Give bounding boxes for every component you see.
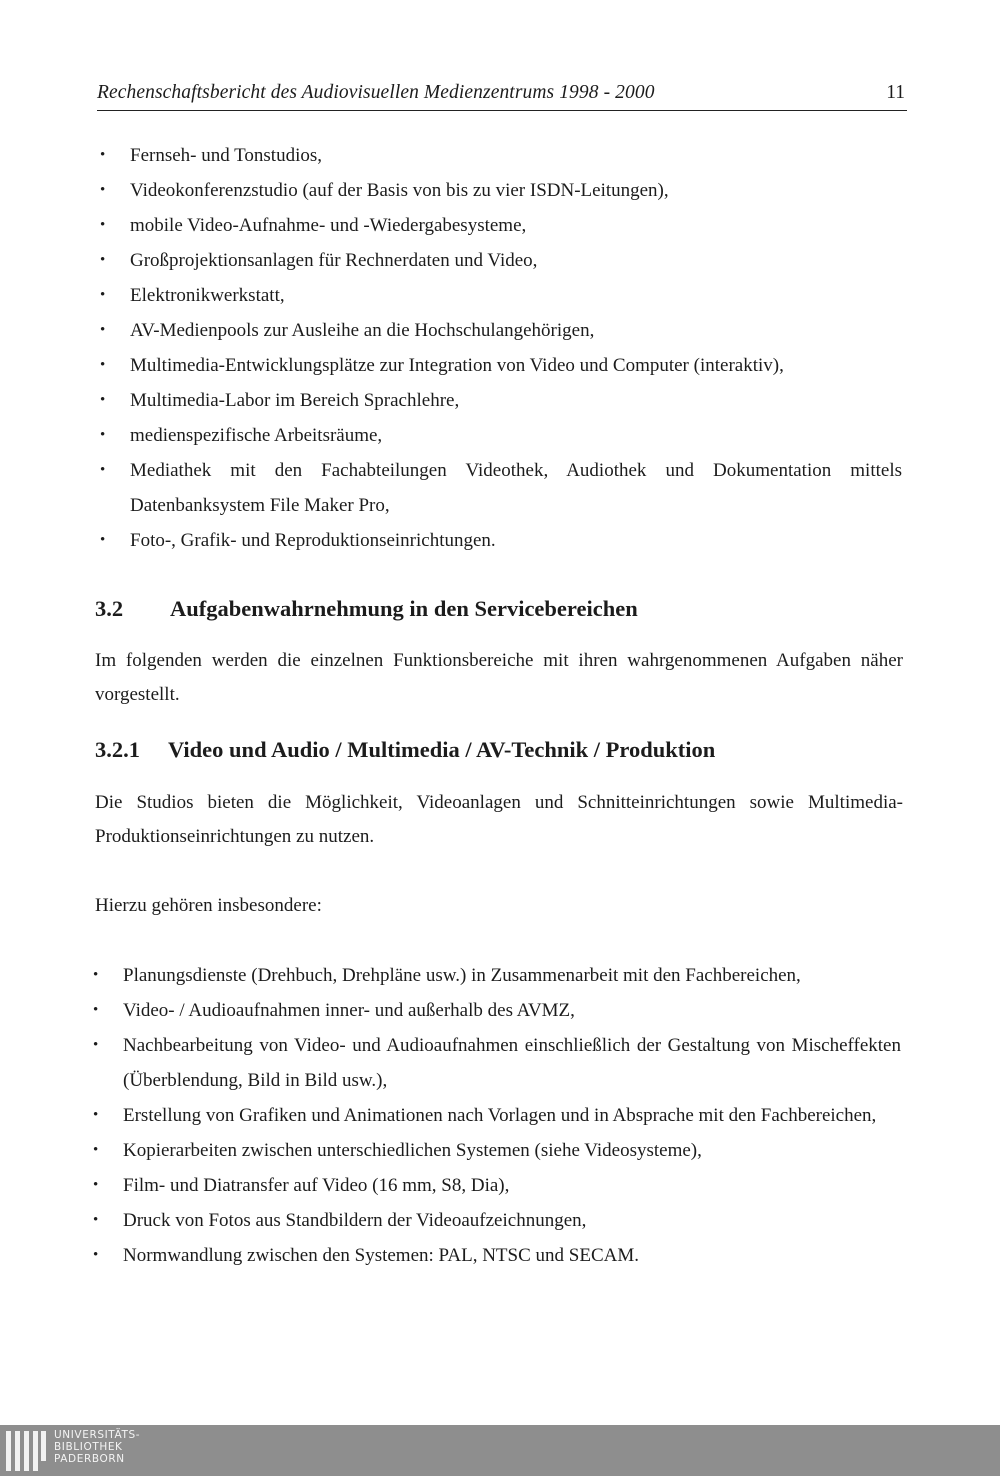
bullet-icon: • [100, 182, 106, 198]
list-item-text: Multimedia-Entwicklungsplätze zur Integration von Video und Computer (interaktiv), [130, 355, 784, 376]
bullet-icon: • [93, 1177, 99, 1193]
list-item-text: Film- und Diatransfer auf Video (16 mm, S8, Dia), [123, 1175, 510, 1196]
list-item [100, 313, 920, 348]
section-3-2-paragraph: Im folgenden werden die einzelnen Funktionsbereiche mit ihren wahrgenommenen Aufgaben näher vorgestellt. [95, 650, 903, 705]
list-item [93, 1168, 913, 1203]
list-item [93, 1133, 913, 1168]
list-item-text: Nachbearbeitung von Video- und Audioaufnahmen einschließlich der Gestaltung von Mischeffekten (Überblendung, Bild in Bild usw.), [123, 1035, 901, 1091]
list-item [93, 993, 913, 1028]
bullet-icon: • [100, 462, 106, 478]
list-item [100, 138, 920, 173]
bullet-icon: • [100, 287, 106, 303]
list-item-text: Mediathek mit den Fachabteilungen Videothek, Audiothek und Dokumentation mittels Datenbanksystem File Maker Pro, [130, 460, 902, 516]
section-number: 3.2.1 [95, 737, 140, 762]
section-heading-3-2 [95, 596, 638, 622]
list-item [93, 1098, 901, 1133]
page-header [97, 82, 907, 111]
list-item [93, 958, 913, 993]
list-item [100, 173, 920, 208]
page-number: 11 [886, 82, 905, 103]
section-3-2-1-paragraph: Die Studios bieten die Möglichkeit, Videoanlagen und Schnitteinrichtungen sowie Multimedia-Produktionseinrichtungen zu nutzen. [95, 792, 903, 847]
section-title: Aufgabenwahrnehmung in den Servicebereichen [170, 596, 638, 621]
bullet-icon: • [100, 427, 106, 443]
bullet-icon: • [93, 1212, 99, 1228]
bullet-icon: • [100, 532, 106, 548]
facilities-list [100, 138, 920, 558]
bullet-icon: • [100, 252, 106, 268]
list-item-text: Planungsdienste (Drehbuch, Drehpläne usw.) in Zusammenarbeit mit den Fachbereichen, [123, 965, 801, 986]
bullet-icon: • [100, 357, 106, 373]
bullet-icon: • [93, 1247, 99, 1263]
list-item-text: Kopierarbeiten zwischen unterschiedlichen Systemen (siehe Videosysteme), [123, 1140, 702, 1161]
section-number: 3.2 [95, 596, 124, 621]
list-item [93, 1238, 913, 1273]
list-item-text: medienspezifische Arbeitsräume, [130, 425, 383, 446]
bullet-icon: • [93, 967, 99, 983]
list-item-text: Normwandlung zwischen den Systemen: PAL, NTSC und SECAM. [123, 1245, 639, 1266]
bullet-icon: • [100, 147, 106, 163]
list-item [93, 1028, 901, 1098]
list-item-text: Fernseh- und Tonstudios, [130, 145, 323, 166]
library-footer [0, 1425, 1000, 1476]
list-item-text: Elektronikwerkstatt, [130, 285, 285, 306]
list-item [100, 418, 920, 453]
bullet-icon: • [93, 1142, 99, 1158]
bullet-icon: • [100, 392, 106, 408]
header-title: Rechenschaftsbericht des Audiovisuellen Medienzentrums 1998 - 2000 [97, 82, 655, 103]
bullet-icon: • [100, 217, 106, 233]
list-item [100, 348, 920, 383]
bullet-icon: • [93, 1002, 99, 1018]
list-item-text: Erstellung von Grafiken und Animationen nach Vorlagen und in Absprache mit den Fachbereichen, [123, 1105, 877, 1126]
list-item [100, 208, 920, 243]
library-logo-icon [4, 1429, 48, 1473]
library-name-line: PADERBORN [54, 1453, 125, 1465]
list-item-text: Foto-, Grafik- und Reproduktionseinrichtungen. [130, 530, 496, 551]
bullet-icon: • [93, 1107, 99, 1123]
library-name-line: BIBLIOTHEK [54, 1441, 123, 1453]
section-heading-3-2-1 [95, 737, 715, 763]
section-title: Video und Audio / Multimedia / AV-Technik / Produktion [168, 737, 716, 762]
list-item-text: Multimedia-Labor im Bereich Sprachlehre, [130, 390, 460, 411]
library-name [54, 1429, 140, 1465]
list-intro: Hierzu gehören insbesondere: [95, 895, 322, 916]
list-item-text: AV-Medienpools zur Ausleihe an die Hochschulangehörigen, [130, 320, 595, 341]
bullet-icon: • [93, 1037, 99, 1053]
list-item [100, 453, 902, 523]
list-item-text: Druck von Fotos aus Standbildern der Videoaufzeichnungen, [123, 1210, 587, 1231]
list-item-text: Videokonferenzstudio (auf der Basis von bis zu vier ISDN-Leitungen), [130, 180, 669, 201]
list-item [100, 383, 920, 418]
list-item [100, 278, 920, 313]
list-item [93, 1203, 913, 1238]
list-item [100, 523, 920, 558]
library-name-line: UNIVERSITÄTS- [54, 1429, 141, 1441]
list-item [100, 243, 920, 278]
list-item-text: Video- / Audioaufnahmen inner- und außerhalb des AVMZ, [123, 1000, 575, 1021]
bullet-icon: • [100, 322, 106, 338]
services-list [93, 958, 913, 1273]
list-item-text: Großprojektionsanlagen für Rechnerdaten und Video, [130, 250, 538, 271]
list-item-text: mobile Video-Aufnahme- und -Wiedergabesysteme, [130, 215, 527, 236]
